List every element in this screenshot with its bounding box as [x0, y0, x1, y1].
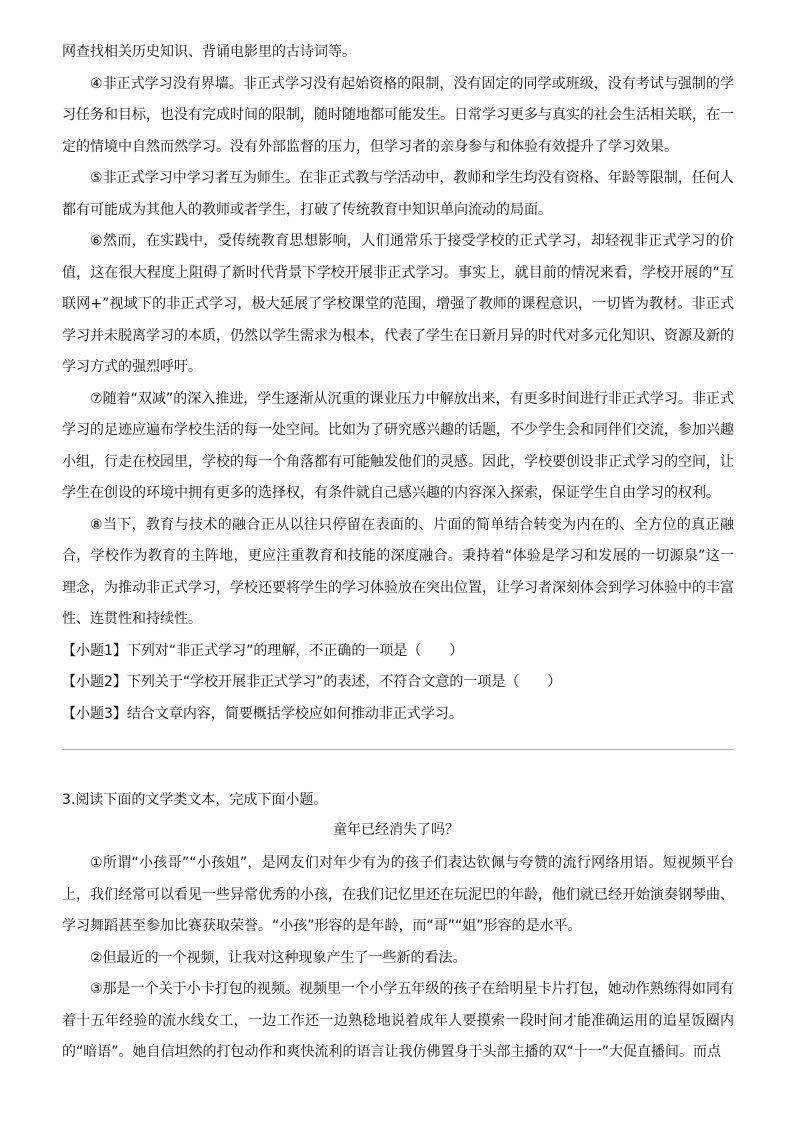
paragraph-5: ⑤非正式学习中学习者互为师生。在非正式教与学活动中，教师和学生均没有资格、年龄等限制，任何人都有可能成为其他人的教师或者学生，打破了传统教育中知识单向流动的局面。	[62, 170, 734, 218]
question-2: 【小题2】下列关于“学校开展非正式学习”的表述，不符合文意的一项是（ ）	[62, 674, 562, 690]
paragraph-6: ⑥然而，在实践中，受传统教育思想影响，人们通常乐于接受学校的正式学习，却轻视非正式学习的价值，这在很大程度上阻碍了新时代背景下学校开展非正式学习。事实上，就目前的情况来看，学校开展的“互联网+”视域下的非正式学习，极大延展了学校课堂的范围，增强了教师的课程意识，一切皆为教材。非正式学习并未脱离学习的本质，仍然以学生需求为根本，代表了学生在日新月异的时代对多元化知识、资源及新的学习方式的强烈呼吁。	[62, 233, 734, 375]
question-3: 【小题3】结合文章内容，简要概括学校应如何推动非正式学习。	[62, 705, 463, 722]
section-3-intro: 3.阅读下面的文学类文本，完成下面小题。	[62, 792, 328, 808]
paragraph-1: ①所谓“小孩哥”“小孩姐”，是网友们对年少有为的孩子们表达钦佩与夸赞的流行网络用语。短视频平台上，我们经常可以看见一些异常优秀的小孩，在我们记忆里还在玩泥巴的年龄，他们就已经开始演奏钢琴曲、学习舞蹈甚至参加比赛获取荣誉。“小孩”形容的是年龄，而“哥”“姐”形容的是水平。	[62, 855, 734, 934]
paragraph-7: ⑦随着“双减”的深入推进，学生逐渐从沉重的课业压力中解放出来，有更多时间进行非正式学习。非正式学习的足迹应遍布学校生活的每一处空间。比如为了研究感兴趣的话题，不少学生会和同伴们交流，参加兴趣小组，行走在校园里，学校的每一个角落都有可能触发他们的灵感。因此，学校要创设非正式学习的空间，让学生在创设的环境中拥有更多的选择权，有条件就自己感兴趣的内容深入探索，保证学生自由学习的权利。	[62, 390, 734, 501]
paragraph-3: ③那是一个关于小卡打包的视频。视频里一个小学五年级的孩子在给明星卡片打包，她动作熟练得如同有着十五年经验的流水线女工，一边工作还一边熟稔地说着成年人要摸索一段时间才能准确运用的追星饭圈内的“暗语”。她自信坦然的打包动作和爽快流利的语言让我仿佛置身于头部主播的双“十一”大促直播间。而点	[62, 981, 734, 1060]
section-divider	[62, 749, 734, 750]
paragraph-8: ⑧当下，教育与技术的融合正从以往只停留在表面的、片面的简单结合转变为内在的、全方位的真正融合，学校作为教育的主阵地，更应注重教育和技能的深度融合。秉持着“体验是学习和发展的一切源泉”这一理念，为推动非正式学习，学校还要将学生的学习体验放在突出位置，让学习者深刻体会到学习体验中的丰富性、连贯性和持续性。	[62, 516, 734, 627]
question-1: 【小题1】下列对“非正式学习”的理解，不正确的一项是（ ）	[62, 642, 464, 659]
paragraph-continued: 网查找相关历史知识、背诵电影里的古诗词等。	[62, 44, 356, 60]
paragraph-2: ②但最近的一个视频，让我对这种现象产生了一些新的看法。	[90, 949, 467, 966]
article-title: 童年已经消失了吗？	[333, 822, 459, 838]
section-3-body	[62, 848, 734, 1069]
section-2-body	[62, 37, 734, 730]
paragraph-4: ④非正式学习没有界墙。非正式学习没有起始资格的限制，没有固定的同学或班级，没有考试与强制的学习任务和目标，也没有完成时间的限制，随时随地都可能发生。日常学习更多与真实的社会生活相关联，在一定的情境中自然而然学习。没有外部监督的压力，但学习者的亲身参与和体验有效提升了学习效果。	[62, 75, 734, 155]
